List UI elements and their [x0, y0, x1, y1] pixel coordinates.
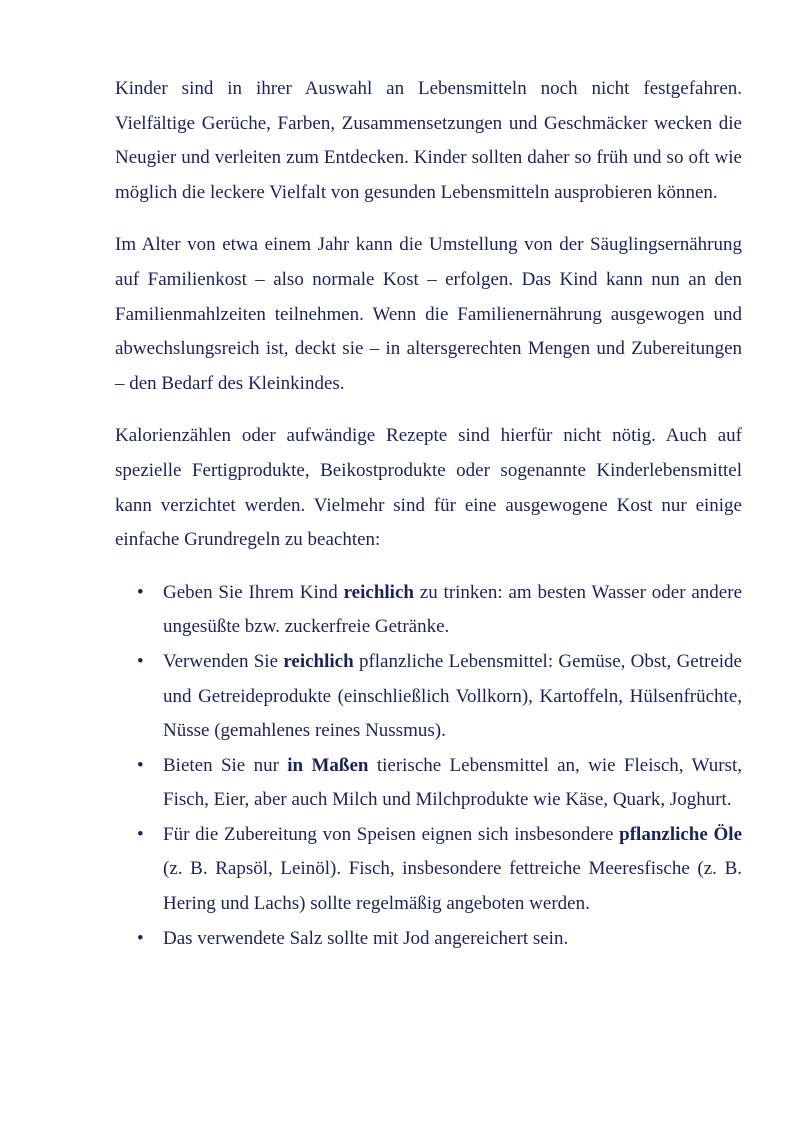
list-item-text: Verwenden Sie [163, 650, 284, 672]
list-item-text: Für die Zubereitung von Speisen eignen sich insbesondere [163, 823, 620, 845]
list-item-emphasis: reichlich [343, 581, 414, 603]
list-item [115, 818, 742, 922]
list-item-text: tierische Lebensmittel an, wie Fleisch, Wurst, Fisch, Eier, aber auch Milch und Milchprodukte wie Käse, Quark, Joghurt. [163, 754, 742, 811]
list-item [115, 922, 742, 957]
list-item [115, 576, 742, 645]
list-item-text: (z. B. Rapsöl, Leinöl). Fisch, insbesondere fettreiche Meeresfische (z. B. Hering und Lachs) sollte regelmäßig angeboten werden. [163, 858, 742, 915]
list-item-text: Das verwendete Salz sollte mit Jod angereichert sein. [163, 927, 569, 949]
rules-list [115, 576, 742, 957]
list-item-text: zu trinken: am besten Wasser oder andere ungesüßte bzw. zuckerfreie Getränke. [163, 581, 743, 638]
paragraph-family-food: Im Alter von etwa einem Jahr kann die Umstellung von der Säuglingsernährung auf Familienkost – also normale Kost – erfolgen. Das Kind kann nun an den Familienmahlzeiten teilnehmen. Wenn die Familienernährung ausgewogen und abwechslungsreich ist, deckt sie – in altersgerechten Mengen und Zubereitungen – den Bedarf des Kleinkindes. [115, 234, 742, 394]
list-item-text: pflanzliche Lebensmittel: Gemüse, Obst, Getreide und Getreideprodukte (einschließlich Vollkorn), Kartoffeln, Hülsenfrüchte, Nüsse (gemahlenes reines Nussmus). [163, 650, 742, 742]
bullet-icon: • [137, 581, 144, 603]
list-item-emphasis: in Maßen [287, 754, 369, 776]
paragraph-intro: Kinder sind in ihrer Auswahl an Lebensmitteln noch nicht festgefahren. Vielfältige Gerüche, Farben, Zusammensetzungen und Geschmäcker wecken die Neugier und verleiten zum Entdecken. Kinder sollten daher so früh und so oft wie möglich die leckere Vielfalt von gesunden Lebensmitteln ausprobieren können. [115, 78, 742, 203]
list-item [115, 749, 742, 818]
list-item [115, 645, 742, 749]
list-item-text: Geben Sie Ihrem Kind [163, 581, 344, 603]
bullet-icon: • [137, 754, 144, 776]
list-item-emphasis: pflanzliche Öle [619, 823, 742, 845]
list-item-text: Bieten Sie nur [163, 754, 288, 776]
bullet-icon: • [137, 927, 144, 949]
bullet-icon: • [137, 823, 144, 845]
paragraph-basic-rules: Kalorienzählen oder aufwändige Rezepte sind hierfür nicht nötig. Auch auf spezielle Fertigprodukte, Beikostprodukte oder sogenannte Kinderlebensmittel kann verzichtet werden. Vielmehr sind für eine ausgewogene Kost nur einige einfache Grundregeln zu beachten: [115, 425, 742, 551]
list-item-emphasis: reichlich [283, 650, 354, 672]
bullet-icon: • [137, 650, 144, 672]
